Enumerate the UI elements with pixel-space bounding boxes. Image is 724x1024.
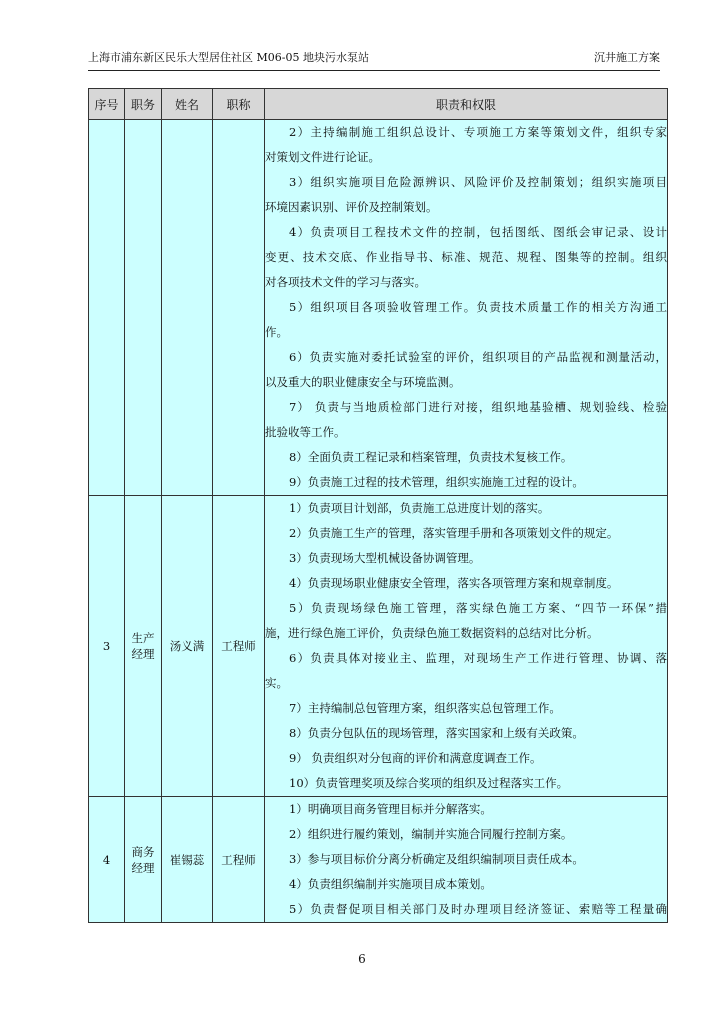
duty-line: 3）组织实施项目危险源辨识、风险评价及控制策划；组织实施项目	[289, 175, 667, 189]
duty-table	[88, 88, 668, 923]
duty-line: 批验收等工作。	[265, 425, 346, 439]
duty-line: 实。	[265, 676, 288, 690]
col-header-name: 姓名	[162, 89, 213, 120]
duty-line: 2）负责施工生产的管理，落实管理手册和各项策划文件的规定。	[289, 526, 619, 540]
row-duties	[265, 797, 668, 923]
position-line: 经理	[131, 647, 155, 661]
duty-line: 5）负责现场绿色施工管理，落实绿色施工方案、“四节一环保”措	[289, 601, 667, 615]
row-title: 工程师	[213, 496, 265, 797]
col-header-no: 序号	[89, 89, 125, 120]
row-no: 4	[89, 797, 125, 923]
row-name: 崔锡蕊	[162, 797, 213, 923]
duty-line: 1）明确项目商务管理目标并分解落实。	[289, 802, 492, 816]
row-name	[162, 120, 213, 496]
duty-line: 作。	[265, 325, 288, 339]
duty-line: 8）全面负责工程记录和档案管理，负责技术复核工作。	[289, 450, 573, 464]
duty-line: 施，进行绿色施工评价，负责绿色施工数据资料的总结对比分析。	[265, 626, 599, 640]
row-name: 汤义满	[162, 496, 213, 797]
duty-line: 4）负责现场职业健康安全管理，落实各项管理方案和规章制度。	[289, 576, 619, 590]
duty-line: 3）负责现场大型机械设备协调管理。	[289, 551, 481, 565]
duty-line: 6）负责实施对委托试验室的评价，组织项目的产品监视和测量活动，	[289, 350, 667, 364]
col-header-title: 职称	[213, 89, 265, 120]
duty-line: 9） 负责组织对分包商的评价和满意度调查工作。	[289, 751, 542, 765]
header-rule	[88, 70, 660, 71]
table-header-row	[89, 89, 668, 120]
page-number: 6	[358, 952, 366, 966]
duty-line: 变更、技术交底、作业指导书、标准、规范、规程、图集等的控制。组织	[265, 250, 667, 264]
position-line: 生产	[131, 631, 155, 645]
row-title	[213, 120, 265, 496]
table-row	[89, 797, 668, 923]
header-project-title: 上海市浦东新区民乐大型居住社区 M06-05 地块污水泵站	[88, 51, 369, 64]
position-line: 经理	[131, 860, 155, 875]
duty-line: 9）负责施工过程的技术管理，组织实施施工过程的设计。	[289, 475, 584, 489]
duty-line: 2）主持编制施工组织总设计、专项施工方案等策划文件，组织专家	[289, 125, 667, 139]
row-position	[125, 797, 162, 923]
duty-line: 5）负责督促项目相关部门及时办理项目经济签证、索赔等工程量确	[289, 902, 667, 916]
row-position	[125, 496, 162, 797]
row-position	[125, 120, 162, 496]
duty-line: 以及重大的职业健康安全与环境监测。	[265, 375, 461, 389]
row-no	[89, 120, 125, 496]
duty-line: 2）组织进行履约策划，编制并实施合同履行控制方案。	[289, 827, 573, 841]
page-header	[88, 50, 660, 66]
row-duties	[265, 496, 668, 797]
row-duties	[265, 120, 668, 496]
row-no: 3	[89, 496, 125, 797]
duty-line: 对策划文件进行论证。	[265, 150, 380, 164]
col-header-duties: 职责和权限	[265, 89, 668, 120]
duty-line: 对各项技术文件的学习与落实。	[265, 275, 426, 289]
header-document-title: 沉井施工方案	[594, 51, 660, 64]
duty-line: 5）组织项目各项验收管理工作。负责技术质量工作的相关方沟通工	[289, 300, 667, 314]
row-title: 工程师	[213, 797, 265, 923]
table-row	[89, 120, 668, 496]
duty-line: 10）负责管理奖项及综合奖项的组织及过程落实工作。	[289, 776, 569, 790]
col-header-position: 职务	[125, 89, 162, 120]
duty-line: 7） 负责与当地质检部门进行对接，组织地基验槽、规划验线、检验	[289, 400, 667, 414]
table-row	[89, 496, 668, 797]
duty-line: 1）负责项目计划部，负责施工总进度计划的落实。	[289, 501, 550, 515]
duty-line: 8）负责分包队伍的现场管理，落实国家和上级有关政策。	[289, 726, 584, 740]
duty-line: 3）参与项目标价分离分析确定及组织编制项目责任成本。	[289, 852, 584, 866]
duty-line: 环境因素识别、评价及控制策划。	[265, 200, 438, 214]
duty-line: 7）主持编制总包管理方案，组织落实总包管理工作。	[289, 701, 561, 715]
duty-line: 6）负责具体对接业主、监理，对现场生产工作进行管理、协调、落	[289, 651, 667, 665]
duty-line: 4）负责组织编制并实施项目成本策划。	[289, 877, 492, 891]
duty-line: 4）负责项目工程技术文件的控制，包括图纸、图纸会审记录、设计	[289, 225, 667, 239]
position-line: 商务	[131, 844, 155, 859]
